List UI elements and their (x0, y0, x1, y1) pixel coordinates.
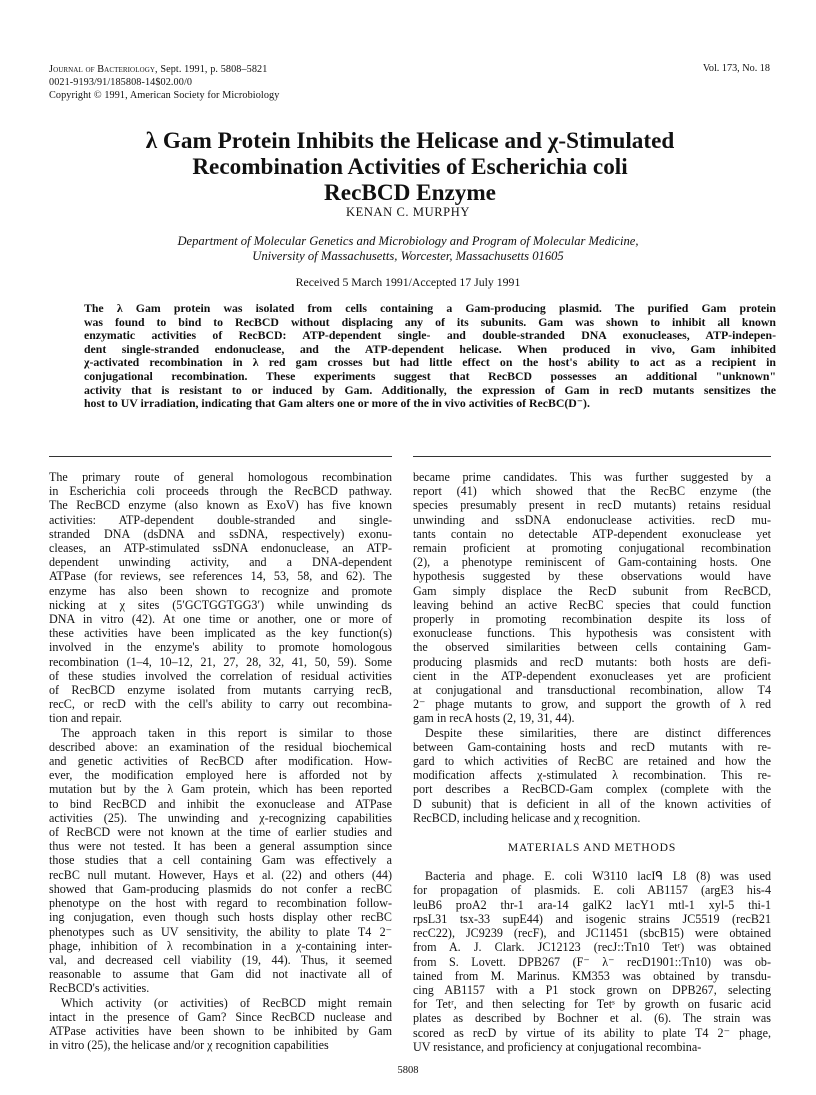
text-line: Despite these similarities, there are distinct differences (425, 725, 771, 740)
text-line: tants contain no detectable ATP-dependent exonuclease yet (413, 526, 771, 541)
citation: , Sept. 1991, p. 5808–5821 (155, 64, 268, 75)
abstract (84, 302, 776, 411)
text-line: of RecBCD were not known at the time of earlier studies and (49, 825, 392, 840)
text-line: host to UV irradiation, indicating that Gam alters one or more of the in vivo activities of RecBC(D⁻). (84, 396, 590, 411)
text-line: from A. J. Clark. JC12123 (recJ::Tn10 Tetʳ) was obtained (413, 940, 771, 955)
text-line: ing conjugation, even though such hosts display other recBC (49, 910, 392, 925)
text-line: plates as described by Bochner et al. (6). The strain was (413, 1011, 771, 1026)
text-line: involved in the enzyme's ability to promote homologous (49, 640, 392, 655)
text-line: in Escherichia coli proceeds through the RecBCD pathway. (49, 484, 392, 499)
title-line: λ Gam Protein Inhibits the Helicase and χ-Stimulated (145, 128, 675, 154)
header-citation-block (49, 63, 279, 102)
text-line: DNA in vitro (42). At one time or another, one or more of (49, 612, 392, 627)
text-line: phenotype on the host with regard to recombination follow- (49, 896, 392, 911)
text-line: in vitro (25), the helicase and/or χ recognition capabilities (49, 1038, 329, 1053)
text-line: the observed similarities between cells containing Gam- (413, 640, 771, 655)
text-line: ATPase activities have been shown to be inhibited by Gam (49, 1023, 392, 1038)
text-line: 2⁻ phage mutants to grow, and support the growth of λ red (413, 697, 771, 712)
divider-right (413, 456, 771, 457)
received-dates: Received 5 March 1991/Accepted 17 July 1991 (295, 275, 521, 289)
text-line: species presumably present in recD mutants) retains residual (413, 498, 771, 513)
text-line: scored as recD by virtue of its ability to plate T4 2⁻ phage, (413, 1025, 771, 1040)
text-line: for Tetʳ, and then selecting for Tetˢ by growth on fusaric acid (413, 997, 771, 1012)
text-line: thus were not tested. It has been a general assumption since (49, 839, 392, 854)
text-line: The RecBCD enzyme (also known as ExoV) has five known (49, 498, 392, 513)
title-line: RecBCD Enzyme (324, 180, 496, 206)
text-line: cing AB1157 with a P1 stock grown on DPB267, selecting (413, 982, 771, 997)
text-line: properly in promoting recombination despite its loss of (413, 612, 771, 627)
text-line: for propagation of plasmids. E. coli AB1157 (argE3 his-4 (413, 883, 771, 898)
journal-name: Journal of Bacteriology (49, 64, 156, 75)
text-line: producing plasmids and recD mutants: both hosts are defi- (413, 654, 771, 669)
text-line: modification affects χ-stimulated λ recombination. This re- (413, 768, 771, 783)
issn-line: 0021-9193/91/185808-14$02.00/0 (49, 77, 193, 88)
text-line: to bind RecBCD and inhibit the exonuclease and ATPase (49, 796, 392, 811)
text-line: mutation but by the λ Gam protein, which has been reported (49, 782, 392, 797)
text-line: phage, inhibition of λ recombination in a χ-containing inter- (49, 938, 392, 953)
text-line: D subunit) that is deficient in all of the known activities of (413, 796, 771, 811)
text-line: phenotypes such as UV sensitivity, the ability to plate T4 2⁻ (49, 924, 392, 939)
text-line: those studies that a cell containing Gam was effectively a (49, 853, 392, 868)
author-name: KENAN C. MURPHY (346, 205, 470, 219)
divider-left (49, 456, 392, 457)
text-line: hypothesis suggested by these observations would have (413, 569, 771, 584)
text-line: and genetic activities of RecBCD after modification. How- (49, 754, 392, 769)
text-line: unwinding and ssDNA endonuclease activities. recD mu- (413, 512, 771, 527)
text-line: between Gam-containing hosts and recD mutants with re- (413, 739, 771, 754)
text-line: enzymatic activities of RecBCD: ATP-dependent single- and double-stranded DNA exonucleases, ATP-indepen- (84, 328, 776, 343)
text-line: of RecBCD enzyme isolated from mutants carrying recB, (49, 683, 392, 698)
text-line: at conjugational and transductional recombination, allow T4 (413, 683, 771, 698)
text-line: RecBCD's activities. (49, 981, 150, 996)
affiliation (0, 234, 816, 264)
text-line: recC, or recD with the cell's ability to carry out recombina- (49, 697, 392, 712)
volume-issue: Vol. 173, No. 18 (702, 63, 770, 74)
text-line: gam in recA hosts (2, 19, 31, 44). (413, 711, 575, 726)
text-line: Bacteria and phage. E. coli W3110 lacIᑫ L8 (8) was used (425, 869, 771, 884)
text-line: report (41) which showed that the RecBC enzyme (the (413, 484, 771, 499)
right-column-intro (413, 470, 771, 825)
title-line: Recombination Activities of Escherichia coli (192, 154, 628, 180)
text-line: reasonable to assume that Gam did not inactivate all of (49, 967, 392, 982)
text-line: val, and decreased cell viability (19, 44). Thus, it seemed (49, 952, 392, 967)
text-line: described above: an examination of the residual biochemical (49, 739, 392, 754)
text-line: recombination (1–4, 10–12, 21, 27, 28, 32, 41, 50, 59). Some (49, 654, 392, 669)
text-line: cient in the ATP-dependent exonucleases yet are proficient (413, 668, 771, 683)
text-line: port describes a RecBCD-Gam complex (complete with the (413, 782, 771, 797)
text-line: of these studies involved the correlation of residual activities (49, 668, 392, 683)
text-line: rpsL31 tsx-33 supE44) and isogenic strains JC5519 (recB21 (413, 911, 771, 926)
text-line: activity that is resistant to or induced by Gam. Additionally, the expression of Gam in recD mutants sensitizes the (84, 382, 776, 397)
text-line: stranded DNA (dsDNA and ssDNA, respectively) exonu- (49, 526, 392, 541)
text-line: tained from M. Marinus. KM353 was obtained by transdu- (413, 968, 771, 983)
text-line: tion and repair. (49, 711, 122, 726)
text-line: intact in the presence of Gam? Since RecBCD nuclease and (49, 1009, 392, 1024)
text-line: The primary route of general homologous recombination (49, 470, 392, 484)
text-line: UV resistance, and proficiency at conjugational recombina- (413, 1039, 702, 1054)
right-column-methods (413, 869, 771, 1054)
text-line: gard to which activities of RecBC are retained and how the (413, 754, 771, 769)
journal-citation-line (49, 63, 279, 76)
text-line: conjugational recombination. These experiments suggest that RecBCD possesses an additional "unknown" (84, 368, 776, 383)
text-line: recBC null mutant. However, Hays et al. (22) and others (44) (49, 867, 392, 882)
article-title (80, 128, 740, 206)
page-number: 5808 (397, 1065, 419, 1076)
text-line: remain proficient at promoting conjugational recombination (413, 541, 771, 556)
text-line: RecBCD, including helicase and χ recognition. (413, 810, 641, 825)
body-column-left (49, 470, 392, 1052)
text-line: nicking at χ sites (5′GCTGGTGG3′) while unwinding ds (49, 597, 392, 612)
text-line: leuB6 proA2 thr-1 ara-14 galK2 lacY1 mtl-1 xyl-5 thi-1 (413, 897, 771, 912)
text-line: activities (25). The unwinding and χ-recognizing capabilities (49, 810, 392, 825)
text-line: cleases, an ATP-stimulated ssDNA endonuclease, an ATP- (49, 541, 392, 556)
text-line: (2), a phenotype reminiscent of Gam-containing hosts. One (413, 555, 771, 570)
text-line: exonuclease functions. This hypothesis was consistent with (413, 626, 771, 641)
text-line: recC22), JC9239 (recF), and JC11451 (sbcB15) were obtained (413, 926, 771, 941)
text-line: leaving behind an active RecBC species that could function (413, 597, 771, 612)
text-line: became prime candidates. This was further suggested by a (413, 470, 771, 484)
text-line: these activities have been implicated as the key function(s) (49, 626, 392, 641)
text-line: Which activity (or activities) of RecBCD might remain (61, 995, 392, 1010)
body-column-right (413, 470, 771, 1054)
text-line: enzyme has also been shown to recognize and promote (49, 583, 392, 598)
text-line: The λ Gam protein was isolated from cells containing a Gam-producing plasmid. The purified Gam protein (84, 301, 776, 315)
copyright-line: Copyright © 1991, American Society for Microbiology (49, 90, 280, 101)
section-heading: MATERIALS AND METHODS (507, 841, 677, 855)
affiliation-line: Department of Molecular Genetics and Microbiology and Program of Molecular Medicine, (177, 234, 639, 248)
text-line: Gam simply displace the RecD subunit from RecBCD, (413, 583, 771, 598)
text-line: from S. Lovett. DPB267 (F⁻ λ⁻ recD1901::Tn10) was ob- (413, 954, 771, 969)
text-line: The approach taken in this report is similar to those (61, 725, 392, 740)
text-line: ATPase (for reviews, see references 14, 53, 58, and 62). The (49, 569, 392, 584)
text-line: dent single-stranded endonuclease, and the ATP-dependent helicase. When produced in vivo, Gam inhibited (84, 341, 776, 356)
text-line: activities: ATP-dependent double-stranded and single- (49, 512, 392, 527)
text-line: χ-activated recombination in λ red gam crosses but had little effect on the host's ability to act as a recipient in (84, 355, 776, 370)
text-line: showed that Gam-producing plasmids do not confer a recBC (49, 881, 392, 896)
text-line: ever, the modification employed here is afforded not by (49, 768, 392, 783)
text-line: dependent unwinding activity, and a DNA-dependent (49, 555, 392, 570)
text-line: was found to bind to RecBCD without displacing any of its subunits. Gam was shown to inhibit all known (84, 314, 776, 329)
affiliation-line: University of Massachusetts, Worcester, Massachusetts 01605 (252, 249, 564, 263)
